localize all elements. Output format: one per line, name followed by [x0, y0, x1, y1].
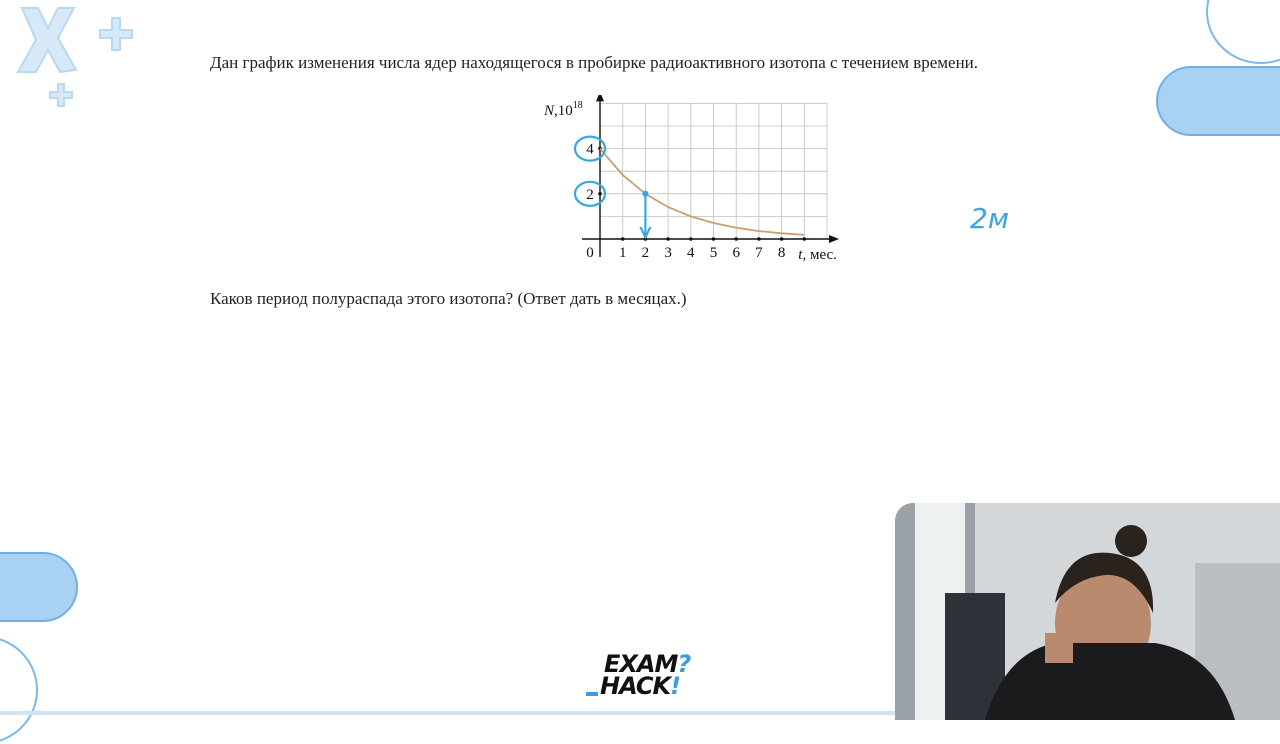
x-tick-label: 3: [664, 245, 672, 261]
sparkle-decoration-icon: [0, 0, 150, 120]
handwritten-note-text: 2м: [970, 202, 1009, 235]
chart-series: [600, 149, 804, 235]
decay-chart: [538, 95, 848, 265]
x-tick-dot: [734, 237, 738, 241]
handwritten-note: [968, 200, 1038, 240]
x-tick-dot: [803, 237, 807, 241]
logo-underscore: [586, 692, 598, 696]
x-tick-label: 7: [755, 245, 763, 261]
question-text: Дан график изменения числа ядер находящегося в пробирке радиоактивного изотопа с течением времени.: [210, 53, 979, 72]
y-tick-dot: [598, 192, 602, 196]
x-tick-label: 0: [586, 245, 594, 261]
y-tick-label: 2: [586, 186, 594, 203]
x-tick-dot: [666, 237, 670, 241]
chart-tick-labels: [586, 142, 785, 261]
presenter-avatar-icon: [895, 503, 1280, 720]
logo-line2: HACK!: [600, 672, 681, 700]
annotation-dot: [642, 191, 648, 197]
x-tick-label: 1: [618, 245, 627, 261]
webcam-video: [895, 503, 1280, 720]
x-axis-label: t, мес.: [798, 247, 837, 263]
decorative-circle: [1206, 0, 1280, 64]
x-tick-label: 4: [687, 245, 695, 261]
x-tick-label: 2: [641, 245, 650, 261]
y-tick-label: 4: [586, 141, 594, 158]
decay-curve: [600, 149, 804, 235]
question-prompt: Каков период полураспада этого изотопа? (Ответ дать в месяцах.): [210, 289, 687, 308]
bottom-divider: [0, 711, 900, 715]
decorative-circle-left: [0, 636, 38, 744]
x-tick-dot: [757, 237, 761, 241]
x-tick-label: 6: [732, 245, 740, 261]
decorative-pill-left: [0, 552, 78, 622]
chart-axes: [582, 95, 839, 257]
x-tick-label: 8: [777, 245, 786, 261]
y-axis-arrow: [596, 95, 604, 101]
x-tick-dot: [712, 237, 716, 241]
x-tick-dot: [780, 237, 784, 241]
x-tick-dot: [689, 237, 693, 241]
logo-line1: EXAM?: [604, 650, 691, 678]
exam-hack-logo: [586, 650, 706, 700]
decorative-pill: [1156, 66, 1280, 136]
y-axis-label: $N,10^{18}$: [544, 100, 583, 119]
x-tick-dot: [621, 237, 625, 241]
x-tick-label: 5: [709, 245, 718, 261]
chart-grid: [600, 103, 827, 239]
x-axis-arrow: [829, 235, 839, 243]
